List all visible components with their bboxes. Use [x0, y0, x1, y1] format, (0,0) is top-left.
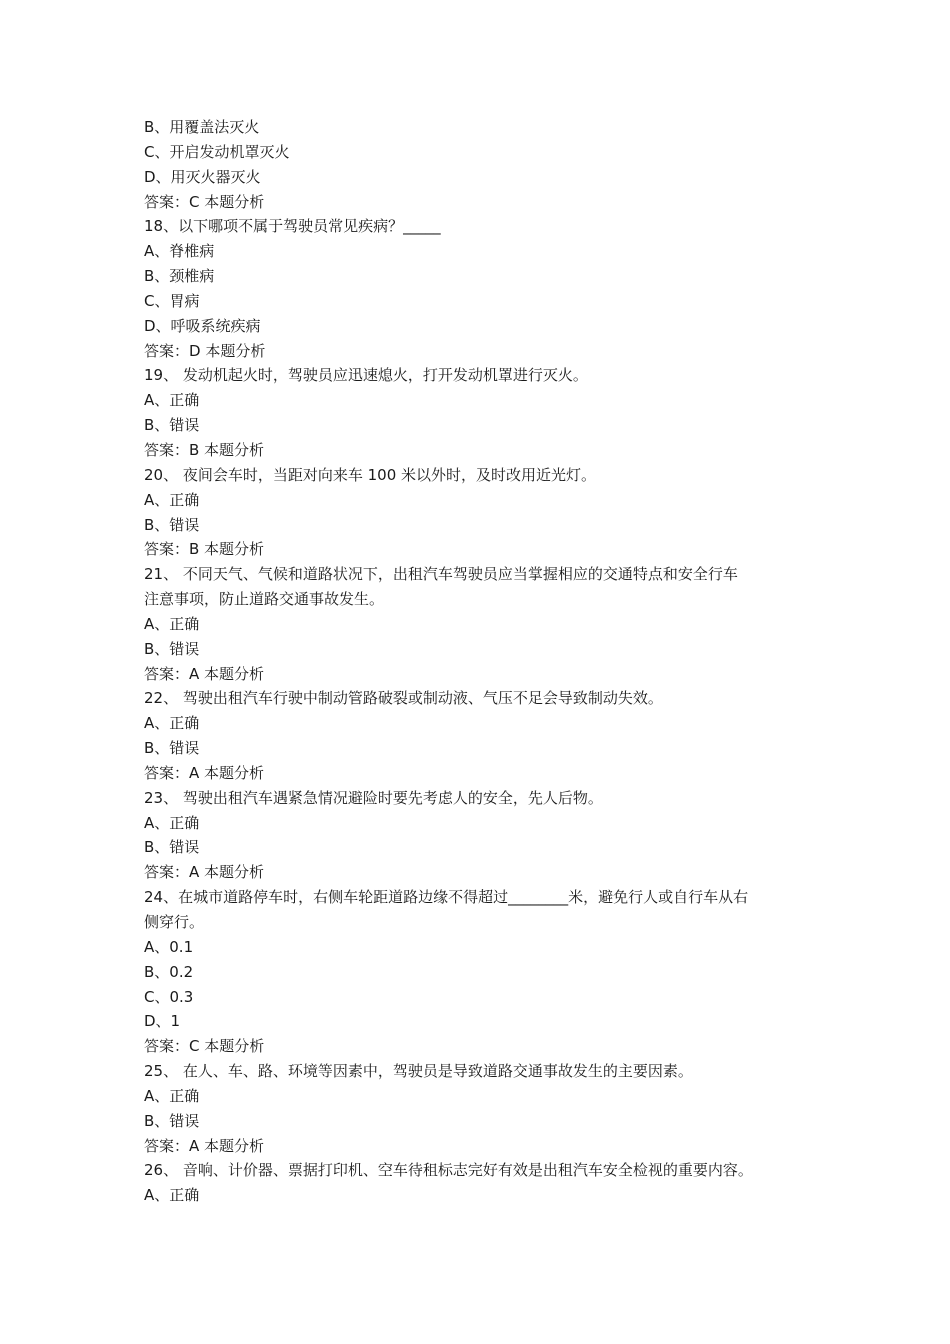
option-c: C、开启发动机罩灭火	[144, 142, 290, 161]
question-list	[144, 115, 814, 1208]
answer-line: 答案：D 本题分析	[144, 341, 266, 360]
option-a: A、正确	[144, 813, 200, 832]
answer-line: 答案：B 本题分析	[144, 440, 265, 459]
option-a: A、正确	[144, 490, 200, 509]
question-20: 20、 夜间会车时，当距对向来车 100 米以外时，及时改用近光灯。	[144, 465, 597, 484]
option-b: B、错误	[144, 1111, 200, 1130]
option-a: A、正确	[144, 391, 200, 410]
answer-line: 答案：B 本题分析	[144, 540, 265, 559]
option-c: C、0.3	[144, 987, 194, 1006]
question-19: 19、 发动机起火时，驾驶员应迅速熄火，打开发动机罩进行灭火。	[144, 366, 588, 385]
question-22: 22、 驾驶出租汽车行驶中制动管路破裂或制动液、气压不足会导致制动失效。	[144, 689, 663, 708]
answer-line: 答案：C 本题分析	[144, 1037, 265, 1056]
option-d: D、呼吸系统疾病	[144, 316, 261, 335]
answer-line: 答案：A 本题分析	[144, 863, 265, 882]
answer-line: 答案：A 本题分析	[144, 763, 265, 782]
option-a: A、正确	[144, 1086, 200, 1105]
option-a: A、脊椎病	[144, 242, 215, 261]
option-a: A、0.1	[144, 937, 194, 956]
option-b: B、错误	[144, 416, 200, 435]
option-a: A、正确	[144, 1186, 200, 1205]
question-26: 26、 音响、计价器、票据打印机、空车待租标志完好有效是出租汽车安全检视的重要内容。	[144, 1161, 753, 1180]
option-b: B、0.2	[144, 962, 194, 981]
question-21-continued: 注意事项，防止道路交通事故发生。	[144, 590, 385, 609]
question-24-continued: 侧穿行。	[144, 913, 205, 931]
option-b: B、错误	[144, 639, 200, 658]
answer-line: 答案：A 本题分析	[144, 1136, 265, 1155]
question-21: 21、 不同天气、气候和道路状况下，出租汽车驾驶员应当掌握相应的交通特点和安全行车	[144, 565, 738, 584]
option-b: B、错误	[144, 838, 200, 857]
answer-line: 答案：A 本题分析	[144, 664, 265, 683]
option-b: B、颈椎病	[144, 267, 215, 286]
question-24: 24、在城市道路停车时，右侧车轮距道路边缘不得超过________米，避免行人或自行车从右	[144, 888, 749, 907]
option-a: A、正确	[144, 614, 200, 633]
question-25: 25、 在人、车、路、环境等因素中，驾驶员是导致道路交通事故发生的主要因素。	[144, 1062, 693, 1081]
option-d: D、1	[144, 1012, 181, 1031]
option-d: D、用灭火器灭火	[144, 167, 261, 186]
question-23: 23、 驾驶出租汽车遇紧急情况避险时要先考虑人的安全，先人后物。	[144, 788, 603, 807]
option-b: B、错误	[144, 515, 200, 534]
option-b: B、用覆盖法灭火	[144, 118, 260, 136]
answer-line: 答案：C 本题分析	[144, 192, 265, 211]
option-b: B、错误	[144, 739, 200, 758]
option-a: A、正确	[144, 714, 200, 733]
option-c: C、胃病	[144, 291, 200, 310]
question-18: 18、以下哪项不属于驾驶员常见疾病？_____	[144, 217, 441, 236]
